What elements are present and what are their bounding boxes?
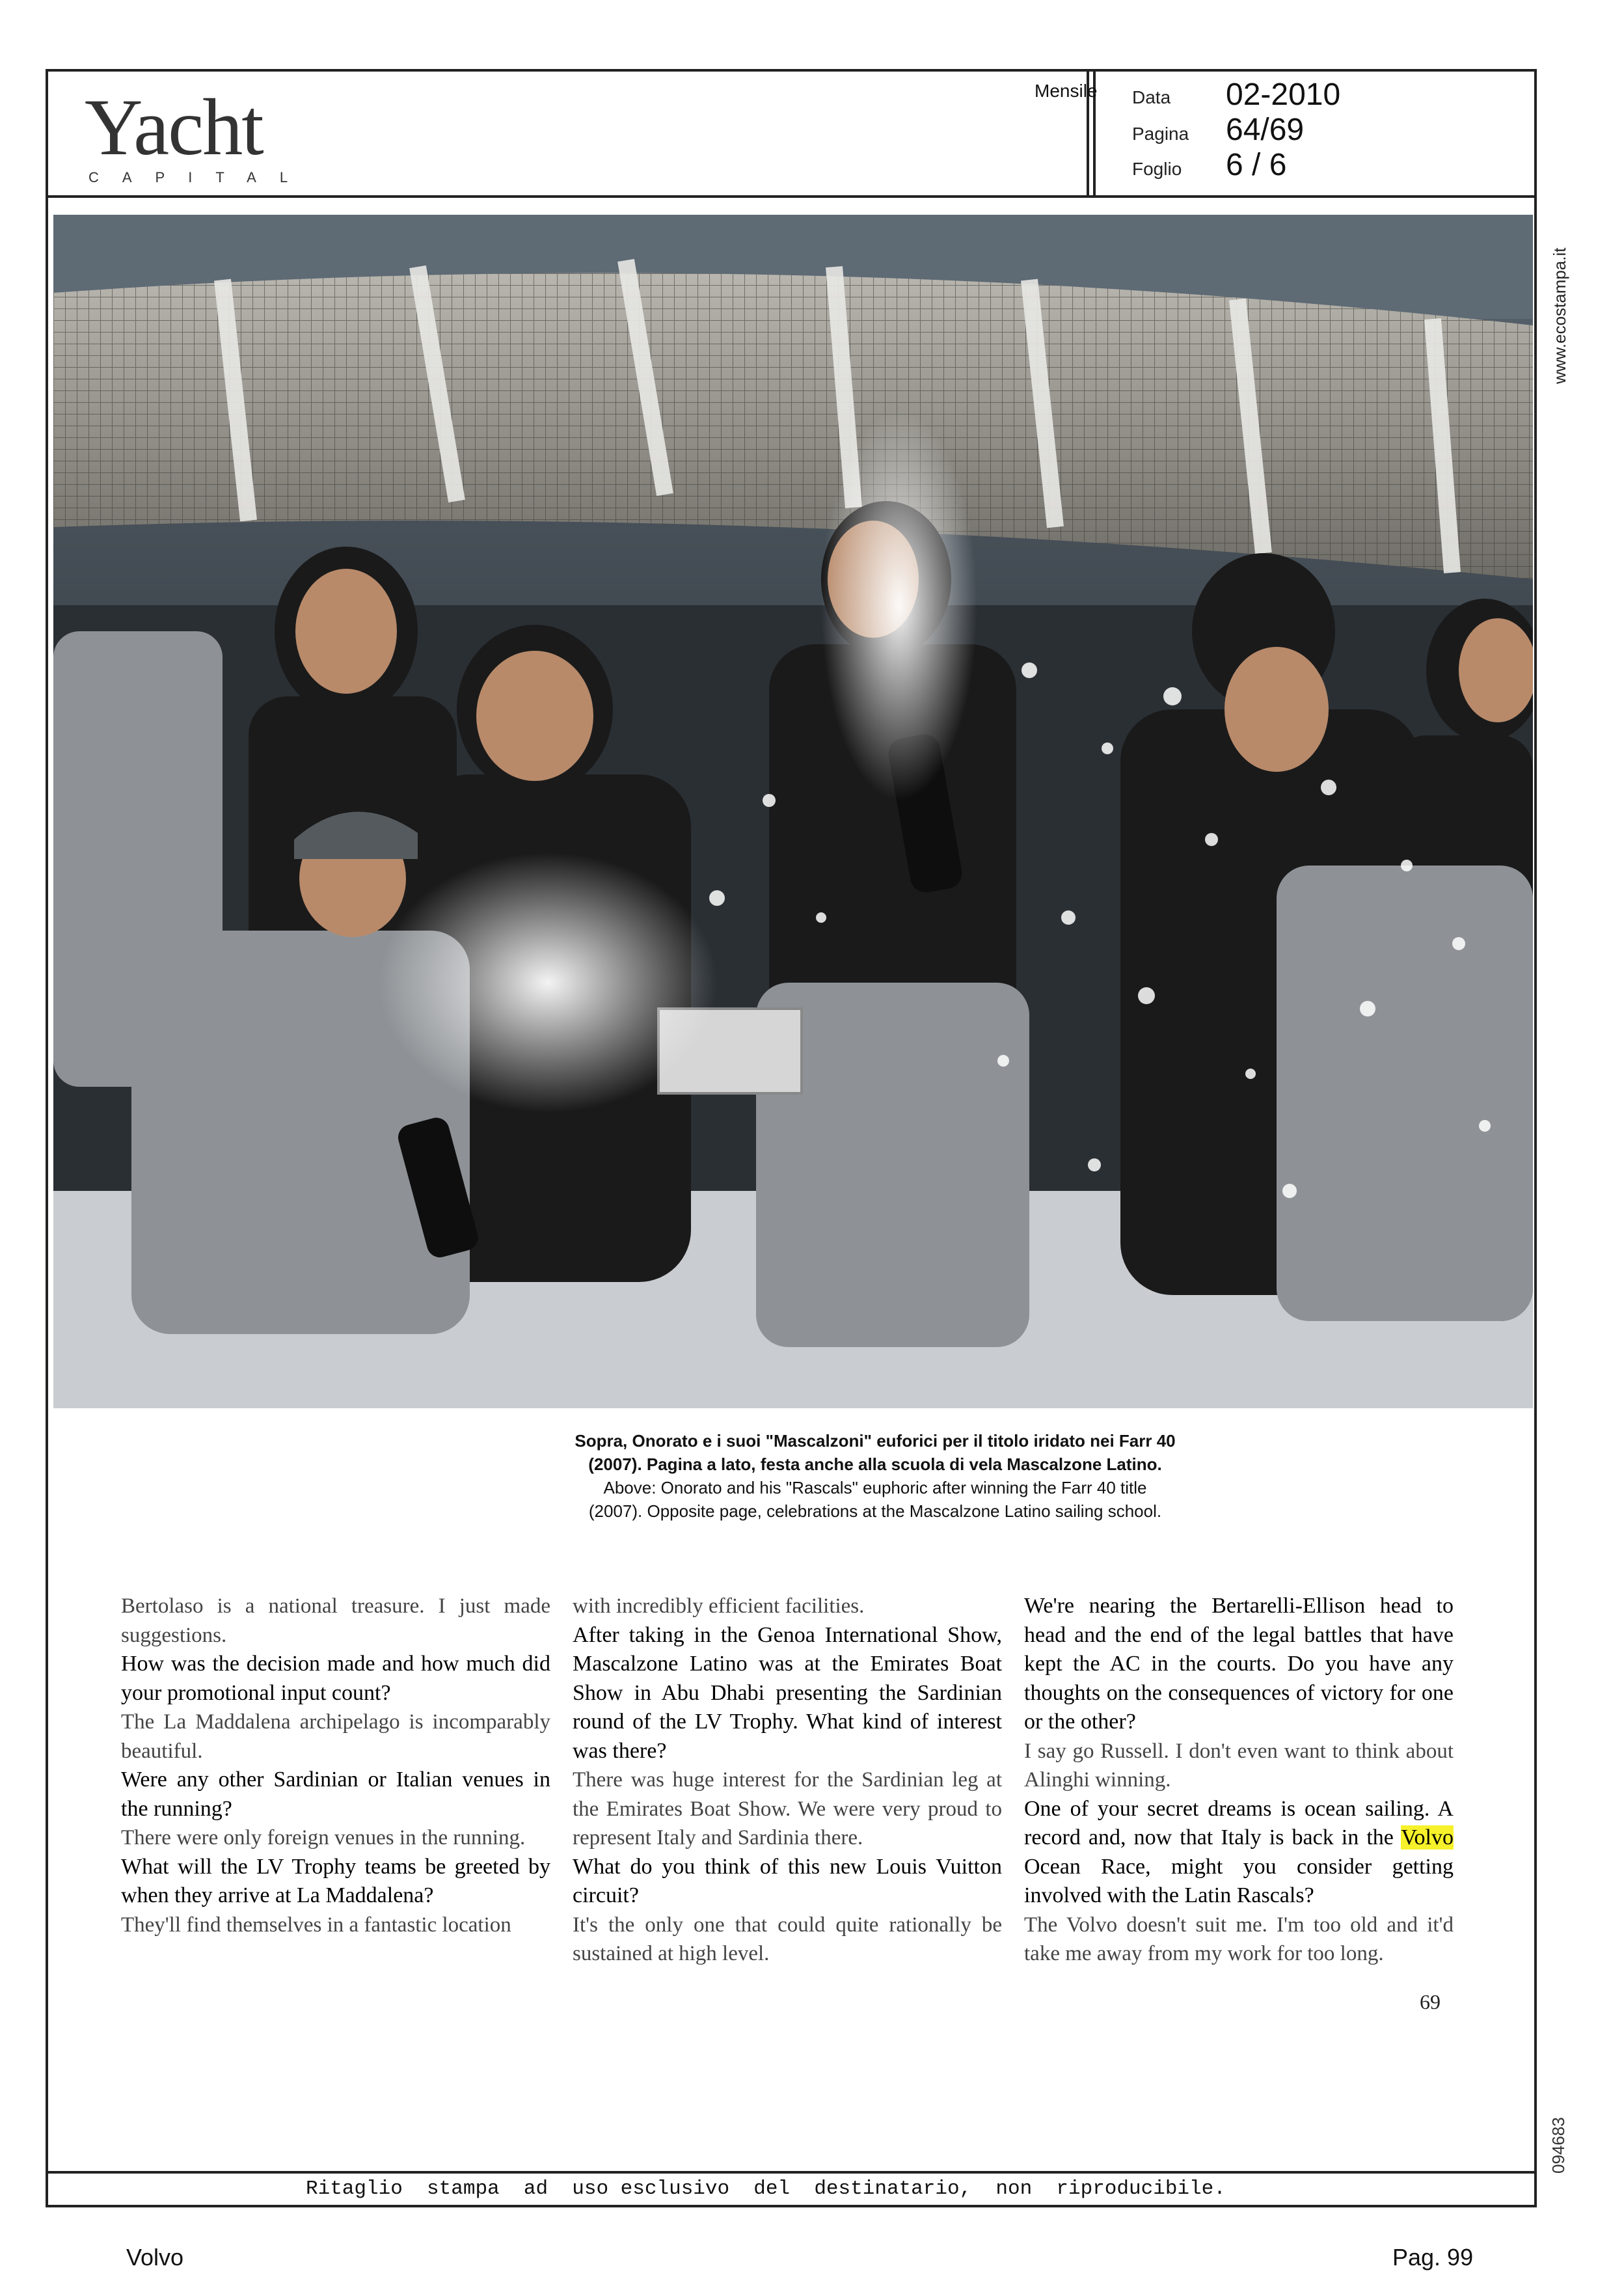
logo-subtitle: CAPITAL — [88, 169, 312, 185]
answer-paragraph: It's the only one that could quite rationally be sustained at high level. — [573, 1913, 1002, 1965]
data-value: 02-2010 — [1226, 77, 1341, 112]
footer-divider — [46, 2171, 1537, 2174]
article-column-2 — [573, 1592, 1002, 1969]
answer-paragraph: The La Maddalena archipelago is incomparably beautiful. — [121, 1710, 550, 1763]
page-number: 69 — [1420, 1990, 1441, 2013]
side-code — [1543, 2082, 1569, 2187]
pagina-label: Pagina — [1132, 124, 1189, 144]
question-paragraph-highlighted — [1024, 1795, 1454, 1911]
foglio-label: Foglio — [1132, 159, 1182, 179]
yacht-capital-logo: Yacht — [85, 83, 263, 172]
answer-paragraph: There were only foreign venues in the running. — [121, 1826, 526, 1849]
caption-english-line-1: Above: Onorato and his "Rascals" euphoric after winning the Farr 40 title — [603, 1478, 1147, 1497]
answer-paragraph: with incredibly efficient facilities. — [573, 1594, 865, 1618]
ritaglio-notice: Ritaglio stampa ad uso esclusivo del destinatario, non riproducibile. — [306, 2177, 1226, 2200]
answer-paragraph: I say go Russell. I don't even want to think about Alinghi winning. — [1024, 1739, 1454, 1792]
answer-paragraph: They'll find themselves in a fantastic location — [121, 1913, 511, 1937]
question-text-before: One of your secret dreams is ocean sailing. A record and, now that Italy is back in the — [1024, 1796, 1454, 1849]
foglio-value: 6 / 6 — [1226, 148, 1287, 182]
question-paragraph: After taking in the Genoa International Show, Mascalzone Latino was at the Emirates Boat Show in Abu Dhabi presenting the Sardinian round of the LV Trophy. What kind of interest was there? — [573, 1622, 1002, 1763]
highlighted-keyword: Volvo — [1401, 1825, 1454, 1849]
caption-italian-line-2: (2007). Pagina a lato, festa anche alla scuola di vela Mascalzone Latino. — [588, 1454, 1162, 1474]
question-paragraph: How was the decision made and how much did your promotional input count? — [121, 1652, 550, 1705]
question-paragraph: What will the LV Trophy teams be greeted by when they arrive at La Maddalena? — [121, 1854, 550, 1907]
question-paragraph: What do you think of this new Louis Vuitton circuit? — [573, 1854, 1002, 1907]
bottom-keyword: Volvo — [126, 2244, 184, 2271]
answer-paragraph: There was huge interest for the Sardinian leg at the Emirates Boat Show. We were very proud to represent Italy and Sardinia there. — [573, 1768, 1002, 1849]
frame-left — [46, 198, 48, 2207]
frequency-label: Mensile — [1035, 81, 1098, 101]
article-column-1 — [121, 1592, 550, 1939]
frame-right — [1534, 198, 1537, 2207]
frame-bottom — [46, 2205, 1537, 2207]
caption-english-line-2: (2007). Opposite page, celebrations at the Mascalzone Latino sailing school. — [588, 1501, 1162, 1521]
celebration-photo — [53, 215, 1533, 1408]
photo-caption — [494, 1429, 1256, 1523]
photo-illustration — [53, 215, 1533, 1408]
data-label: Data — [1132, 87, 1171, 107]
side-url — [1543, 215, 1569, 410]
pagina-value: 64/69 — [1226, 113, 1305, 147]
question-text-after: Ocean Race, might you consider getting involved with the Latin Rascals? — [1024, 1854, 1454, 1907]
answer-paragraph: Bertolaso is a national treasure. I just made suggestions. — [121, 1594, 550, 1647]
answer-paragraph: The Volvo doesn't suit me. I'm too old and it'd take me away from my work for too long. — [1024, 1913, 1454, 1965]
question-paragraph: We're nearing the Bertarelli-Ellison head to head and the end of the legal battles that have kept the AC in the courts. Do you have any thoughts on the consequences of victory for one or the other? — [1024, 1594, 1454, 1734]
article-column-3 — [1024, 1592, 1454, 1969]
header-frame — [46, 69, 1537, 198]
question-paragraph: Were any other Sardinian or Italian venues in the running? — [121, 1767, 550, 1821]
side-url-text: www.ecostampa.it — [1550, 247, 1569, 384]
bottom-page-label: Pag. 99 — [1392, 2244, 1474, 2271]
side-code-text: 094683 — [1549, 2117, 1568, 2174]
caption-italian-line-1: Sopra, Onorato e i suoi "Mascalzoni" euforici per il titolo iridato nei Farr 40 — [575, 1431, 1176, 1451]
